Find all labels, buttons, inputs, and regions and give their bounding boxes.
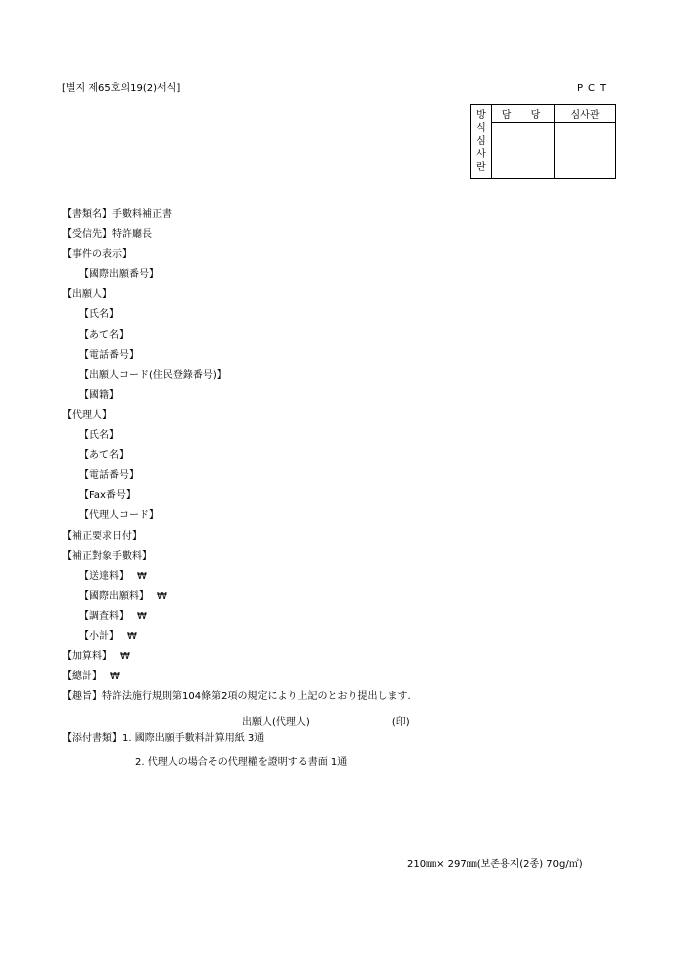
field-applicant: 【出願人】 [62,289,112,301]
field-transmittal-fee: 【送達料】 ₩ [79,570,147,582]
field-agent-name: 【氏名】 [79,430,119,442]
approval-col-examiner: 심사관 [555,105,616,123]
field-applicant-code: 【出願人コード(住民登錄番号)】 [79,369,227,381]
field-recipient: 【受信先】特許廳長 [62,229,152,241]
attachments-label: 【添付書類】 [62,733,122,744]
pct-label: PCT [577,83,612,94]
field-subtotal: 【小計】 ₩ [79,630,137,642]
field-agent-address: 【あて名】 [79,450,129,462]
field-case-indication: 【事件の表示】 [62,249,132,261]
field-search-fee: 【調査料】 ₩ [79,610,147,622]
applicant-signature-line [242,713,410,728]
field-intl-application-number: 【國際出願番号】 [79,269,159,281]
approval-box [470,104,616,179]
approval-examiner-cell [555,123,616,179]
attachment-item-2: 2. 代理人の場合その代理權を證明する書面 1通 [135,757,348,768]
field-intl-filing-fee: 【國際出願料】 ₩ [79,590,167,602]
approval-staff-cell [492,123,555,179]
field-applicant-name: 【氏名】 [79,309,119,321]
signature-label: 出願人(代理人) [242,717,310,728]
field-surcharge: 【加算料】 ₩ [62,651,130,663]
field-agent: 【代理人】 [62,409,112,421]
paper-spec: 210㎜× 297㎜(보존용지(2종) 70g/㎡) [407,859,583,870]
approval-side-label: 방 식 심 사 란 [471,105,492,179]
field-document-name: 【書類名】手數料補正書 [62,209,172,220]
field-applicant-phone: 【電話番号】 [79,349,139,361]
field-applicant-nationality: 【國籍】 [79,389,119,401]
field-applicant-address: 【あて名】 [79,329,129,341]
form-code: [별지 제65호의19(2)서식] [62,83,181,94]
field-fees-subject-to-correction: 【補正對象手數料】 [62,550,152,562]
field-agent-code: 【代理人コード】 [79,510,159,522]
attachment-item-1: 1. 國際出願手數料計算用紙 3通 [122,733,265,744]
form-fields [62,208,411,710]
attachments-line [62,733,264,745]
seal-mark: (印) [391,717,410,728]
field-agent-fax: 【Fax番号】 [79,490,136,502]
field-correction-request-date: 【補正要求日付】 [62,530,142,542]
field-total: 【總計】 ₩ [62,671,120,683]
approval-col-staff: 담 당 [492,105,555,123]
field-agent-phone: 【電話番号】 [79,470,139,482]
field-purpose: 【趣旨】特許法施行規則第104條第2項の規定により上記のとおり提出します. [62,691,411,703]
